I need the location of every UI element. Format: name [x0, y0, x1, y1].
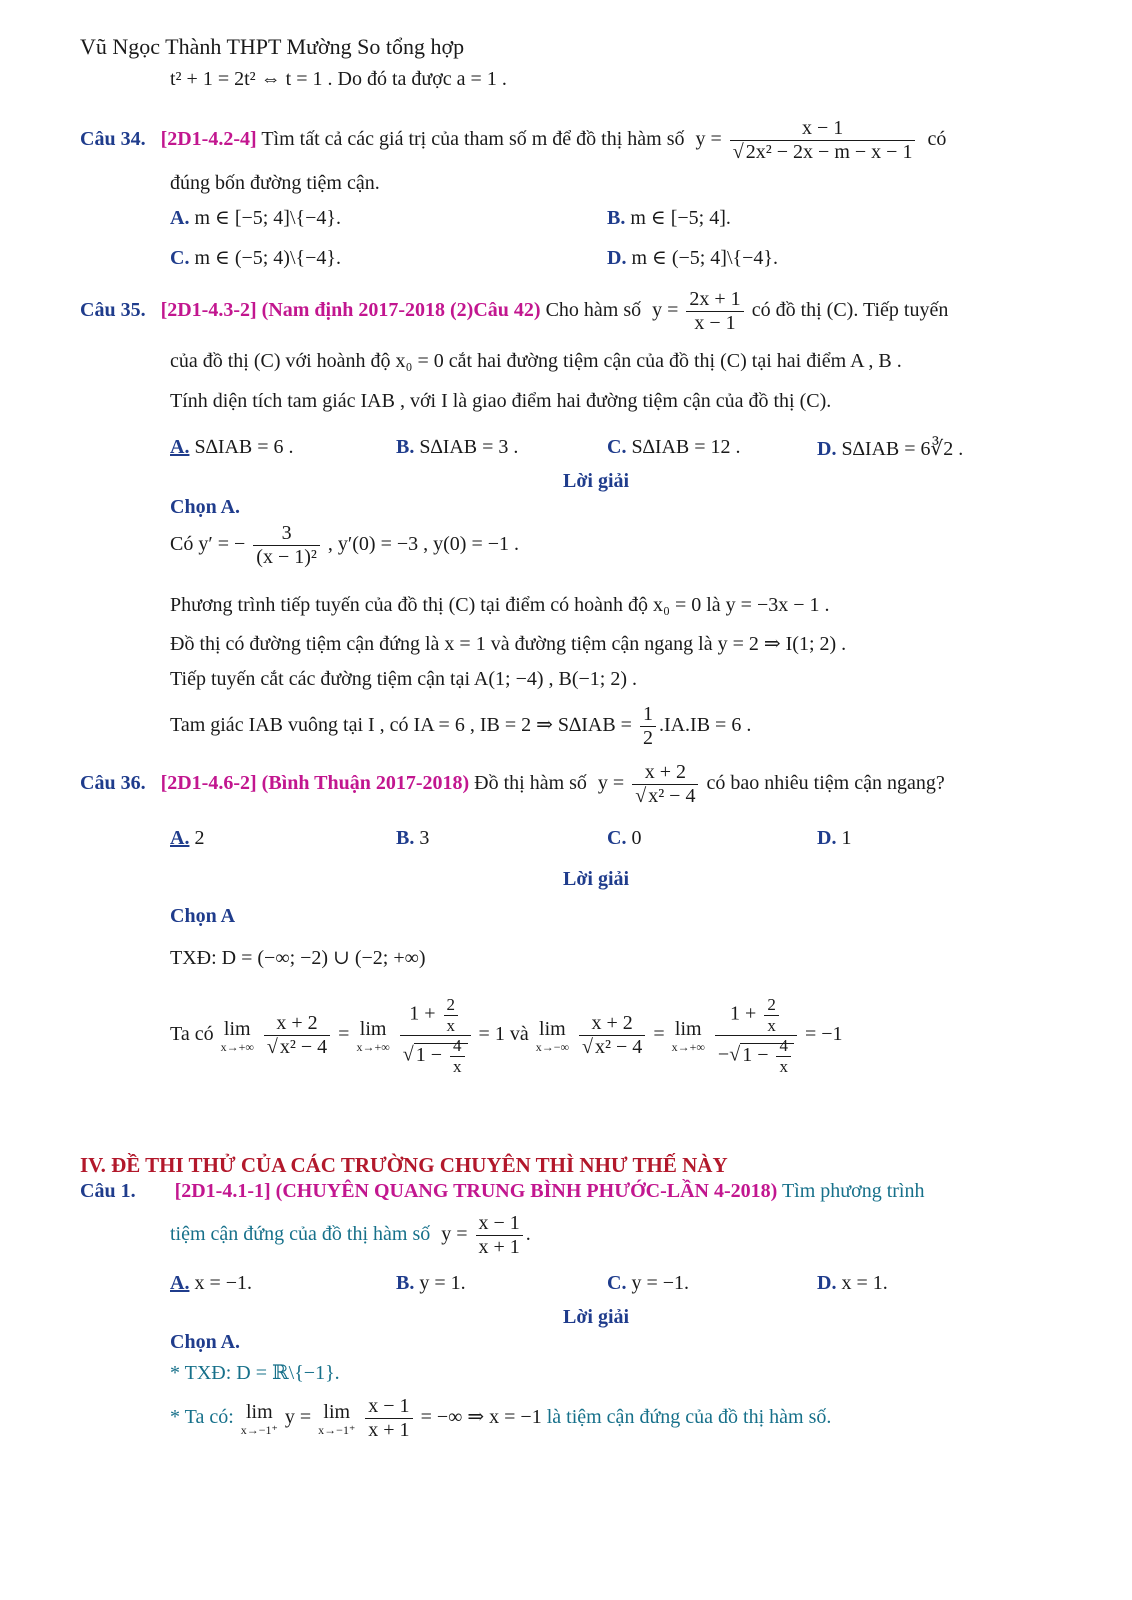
function-prefix: y =	[597, 772, 625, 795]
solution-title: Lời giải	[563, 1306, 630, 1328]
option-c[interactable]: C. m ∈ (−5; 4)\{−4}.	[170, 247, 342, 269]
option-c[interactable]: C. y = −1.	[607, 1272, 690, 1294]
question-tail: có đồ thị (C). Tiếp tuyến	[751, 299, 949, 322]
solution-step-derivative: Có y′ = − $\frac{3}{\text{(x − 1)²}}$ , y′(0) = −3 , y(0) = −1 .	[170, 522, 520, 568]
solution-title: Lời giải	[563, 470, 630, 492]
chosen-answer: Chọn A	[170, 905, 236, 927]
domain-statement: * TXĐ: D = ℝ\{−1}.	[170, 1362, 340, 1384]
option-a[interactable]: A. x = −1.	[170, 1272, 253, 1294]
solution-step-asymptotes: Đồ thị có đường tiệm cận đứng là x = 1 và đường tiệm cận ngang là y = 2 ⇒ I(1; 2) .	[170, 633, 847, 655]
question-text: Tìm tất cả các giá trị của tham số m để đồ thị hàm số	[261, 128, 685, 151]
question-code: [2D1-4.6-2] (Bình Thuận 2017-2018)	[160, 772, 470, 795]
fraction-denominator: x − 1	[686, 311, 743, 335]
question-text: Cho hàm số	[545, 299, 642, 322]
fraction-numerator: 2x + 1	[689, 288, 741, 310]
question-35	[80, 288, 948, 335]
option-b[interactable]: B. y = 1.	[396, 1272, 466, 1294]
function-fraction	[686, 288, 743, 335]
section-heading: IV. ĐỀ THI THỬ CỦA CÁC TRƯỜNG CHUYÊN THÌ NHƯ THẾ NÀY	[80, 1153, 728, 1177]
question-1-line2: tiệm cận đứng của đồ thị hàm số y = $\frac{x - 1}{x + 1}$ .	[170, 1212, 531, 1258]
question-text: Tìm phương trình	[781, 1180, 925, 1202]
question-label: Câu 35.	[80, 299, 146, 322]
chosen-answer: Chọn A.	[170, 496, 241, 518]
solution-step-intersections: Tiếp tuyến cắt các đường tiệm cận tại A(1; −4) , B(−1; 2) .	[170, 668, 638, 690]
question-34	[80, 117, 946, 164]
solution-title: Lời giải	[563, 868, 630, 890]
vertical-asymptote-conclusion: * Ta có: lim x→−1⁺ y = lim x→−1⁺ $\frac{x - 1}{x + 1}$ = −∞ ⇒ x = −1 là tiệm cận đứng của đồ thị hàm số.	[170, 1395, 832, 1441]
option-d[interactable]: D. m ∈ (−5; 4]\{−4}.	[607, 247, 779, 269]
question-35-line3: Tính diện tích tam giác IAB , với I là giao điểm hai đường tiệm cận của đồ thị (C).	[170, 390, 832, 412]
question-code: [2D1-4.3-2] (Nam định 2017-2018 (2)Câu 42)	[160, 299, 541, 322]
question-1	[80, 1180, 925, 1203]
domain-statement: TXĐ: D = (−∞; −2) ∪ (−2; +∞)	[170, 947, 426, 969]
option-a[interactable]: A. S∆IAB = 6 .	[170, 436, 294, 458]
function-fraction	[730, 117, 916, 164]
question-code: [2D1-4.1-1] (CHUYÊN QUANG TRUNG BÌNH PHƯỚC-LẦN 4-2018)	[174, 1180, 778, 1202]
question-text: Đồ thị hàm số	[474, 772, 587, 795]
option-d[interactable]: D. 1	[817, 827, 852, 849]
option-d[interactable]: D. S∆IAB = 6∛2 .	[817, 438, 964, 460]
previous-solution-tail: t² + 1 = 2t² ⇔ t = 1 . Do đó ta được a = 1 .	[170, 68, 507, 90]
option-a[interactable]: A. 2	[170, 827, 205, 849]
question-35-line2: của đồ thị (C) với hoành độ x₀ = 0 cắt hai đường tiệm cận của đồ thị (C) tại hai điểm A , B .	[170, 350, 902, 372]
fraction-numerator: x − 1	[801, 117, 844, 139]
question-code: [2D1-4.2-4]	[160, 128, 257, 151]
limit-computation: Ta có lim x→+∞ $\frac{x + 2}{\text{√ x² − 4}}$ = lim x→+∞ 1 + $\frac{2}{x}$ √ 1 − $\frac{4}{x}$ = 1 và lim x→−∞ $\frac{x + 2}{\text{√ x² − 4}}$ = lim x→+∞ 1 + $\frac{2}{x}$ −√ 1 − $\frac{4}{x}$ = −1	[170, 995, 843, 1076]
question-label: Câu 34.	[80, 128, 146, 151]
option-b[interactable]: B. 3	[396, 827, 430, 849]
solution-step-tangent: Phương trình tiếp tuyến của đồ thị (C) tại điểm có hoành độ x₀ = 0 là y = −3x − 1 .	[170, 594, 830, 616]
page-header: Vũ Ngọc Thành THPT Mường So tổng hợp	[80, 34, 465, 59]
option-c[interactable]: C. S∆IAB = 12 .	[607, 436, 741, 458]
chosen-answer: Chọn A.	[170, 1331, 241, 1353]
solution-step-area: Tam giác IAB vuông tại I , có IA = 6 , IB = 2 ⇒ S∆IAB = $\frac{1}{2}$ .IA.IB = 6 .	[170, 703, 752, 749]
question-label: Câu 1.	[80, 1180, 136, 1202]
fraction-denominator: √ 2x² − 2x − m − x − 1	[730, 140, 916, 164]
option-d[interactable]: D. x = 1.	[817, 1272, 888, 1294]
question-36	[80, 761, 945, 808]
option-a[interactable]: A. m ∈ [−5; 4]\{−4}.	[170, 207, 342, 229]
fraction-numerator: x + 2	[644, 761, 686, 783]
option-c[interactable]: C. 0	[607, 827, 642, 849]
question-34-line2: đúng bốn đường tiệm cận.	[170, 172, 380, 194]
option-b[interactable]: B. S∆IAB = 3 .	[396, 436, 519, 458]
function-fraction	[632, 761, 698, 808]
function-prefix: y =	[652, 299, 679, 322]
question-label: Câu 36.	[80, 772, 146, 795]
question-tail: có bao nhiêu tiệm cận ngang?	[706, 772, 945, 795]
question-tail: có	[927, 128, 947, 151]
function-prefix: y =	[695, 128, 722, 151]
fraction-denominator: √ x² − 4	[632, 784, 698, 808]
option-b[interactable]: B. m ∈ [−5; 4].	[607, 207, 731, 229]
